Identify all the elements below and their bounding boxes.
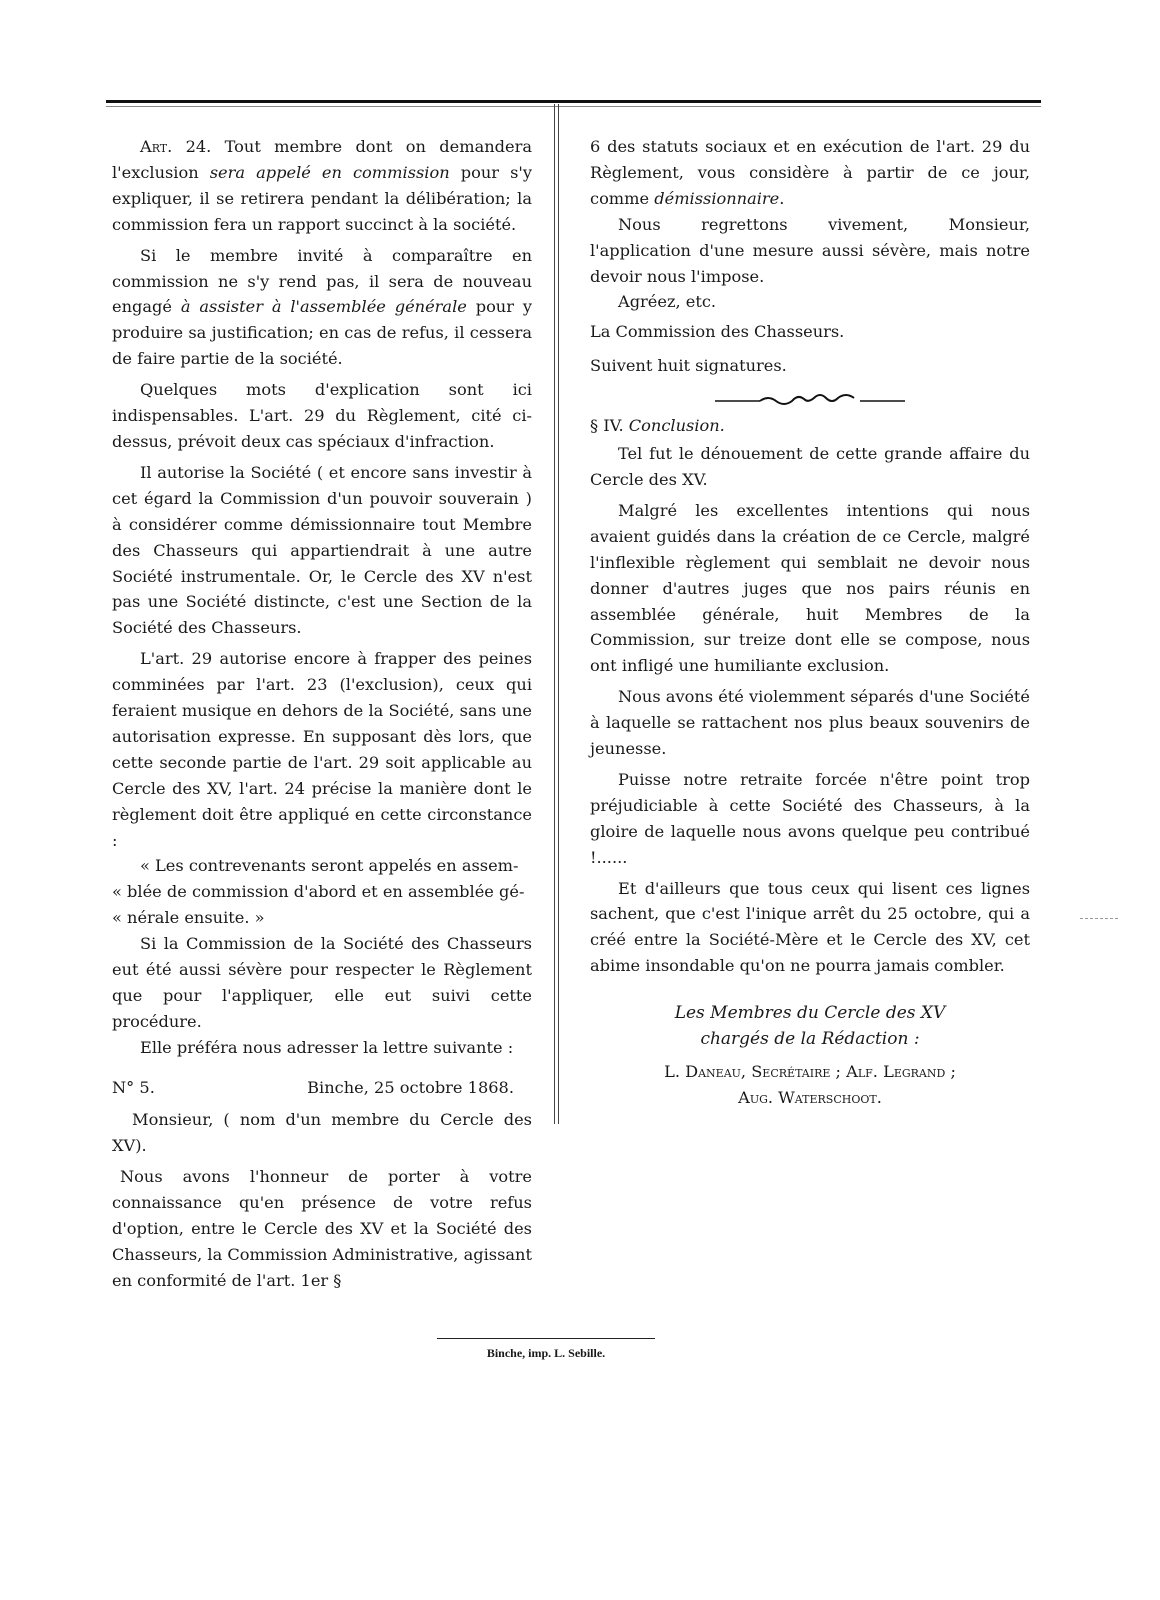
article-24-paragraph-2: Si le membre invité à comparaître en commission ne s'y rend pas, il sera de nouveau engagé à assister à l'assemblée générale pour y produire sa justification; en cas de refus, il cessera de faire partie de la société. (112, 245, 532, 369)
letter-place-date: Binche, 25 octobre 1868. (307, 1077, 514, 1097)
paragraph: Nous avons été violemment séparés d'une Société à laquelle se rattachent nos plus beaux souvenirs de jeunesse. (590, 687, 1030, 759)
letter-signatory: La Commission des Chasseurs. (590, 322, 845, 342)
article-label: Art. (140, 137, 173, 156)
paragraph: Et d'ailleurs que tous ceux qui lisent ces lignes sachent, que c'est l'inique arrêt du 25 octobre, qui a créé entre la Société-Mère et le Cercle des XV, cet abime insondable qu'on ne pourra jamais combler. (590, 878, 1030, 976)
credits-line-1: Les Membres du Cercle des XV (674, 1003, 946, 1024)
article-24: Art. 24. Tout membre dont on demandera l'exclusion sera appelé en commission pour s'y expliquer, il se retirera pendant la délibération; la commission fera un rapport succinct à la société. (112, 137, 532, 234)
quote-line: « Les contrevenants seront appelés en assem- (140, 856, 519, 876)
paragraph: Puisse notre retraite forcée n'être point trop préjudiciable à cette Société des Chasseurs, à la gloire de laquelle nous avons quelque peu contribué !...... (590, 769, 1030, 867)
paragraph: L'art. 29 autorise encore à frapper des peines comminées par l'art. 23 (l'exclusion), ceux qui feraient musique en dehors de la Société, sans une autorisation expresse. En supposant dès lors, que cette seconde partie de l'art. 29 soit applicable au Cercle des XV, l'art. 24 précise la manière dont le règlement doit être appliqué en cette circonstance : (112, 649, 532, 850)
top-thin-rule (106, 106, 1041, 107)
right-column (590, 134, 1030, 1111)
ornament-divider-icon (715, 393, 905, 407)
letter-closing: Agréez, etc. (618, 292, 717, 312)
paragraph: Malgré les excellentes intentions qui nous avaient guidés dans la création de ce Cercle, malgré l'inflexible règlement qui semblait ne devoir nous donner d'autres juges que nos pairs réunis en assemblée générale, huit Membres de la Commission, sur treize dont elle se compose, nous ont infligé une humiliante exclusion. (590, 500, 1030, 676)
paragraph: Elle préféra nous adresser la lettre suivante : (140, 1037, 514, 1057)
credits-names-1: L. Daneau, Secrétaire ; Alf. Legrand ; (664, 1062, 956, 1081)
editorial-credits (590, 1001, 1030, 1111)
credits-line-2: chargés de la Rédaction : (700, 1029, 920, 1050)
section-heading: § IV. Conclusion. (590, 416, 725, 436)
paragraph: Quelques mots d'explication sont ici indispensables. L'art. 29 du Règlement, cité ci-dessus, prévoit deux cas spéciaux d'infraction. (112, 380, 532, 451)
letter-continuation: 6 des statuts sociaux et en exécution de l'art. 29 du Règlement, vous considère à partir de ce jour, comme démissionnaire. (590, 137, 1030, 208)
paragraph: Tel fut le dénouement de cette grande affaire du Cercle des XV. (590, 444, 1030, 489)
scan-mark (1080, 918, 1118, 920)
credits-names-2: Aug. Waterschoot. (738, 1087, 882, 1107)
letter-body: Nous avons l'honneur de porter à votre connaissance qu'en présence de votre refus d'option, entre le Cercle des XV et la Société des Chasseurs, la Commission Administrative, agissant en conformité de l'art. 1er § (112, 1167, 532, 1291)
paragraph: Il autorise la Société ( et encore sans investir à cet égard la Commission d'un pouvoir souverain ) à considérer comme démissionnaire tout Membre des Chasseurs qui appartiendrait à une autre Société instrumentale. Or, le Cercle des XV n'est pas une Société distincte, c'est une Section de la Société des Chasseurs. (112, 462, 532, 638)
letter-regret: Nous regrettons vivement, Monsieur, l'application d'une mesure aussi sévère, mais notre devoir nous l'impose. (590, 214, 1030, 286)
top-double-rule (106, 100, 1041, 103)
letter-salutation: Monsieur, ( nom d'un membre du Cercle des XV). (112, 1109, 532, 1155)
printer-imprint: Binche, imp. L. Sebille. (486, 1346, 606, 1360)
letter-number: N° 5. (112, 1077, 155, 1097)
paragraph: Si la Commission de la Société des Chasseurs eut été aussi sévère pour respecter le Règlement que pour l'appliquer, elle eut suivi cette procédure. (112, 934, 532, 1031)
quote-line: « blée de commission d'abord et en assemblée gé- (112, 882, 525, 902)
quote-line: « nérale ensuite. » (112, 908, 265, 928)
left-column (112, 134, 532, 1294)
column-divider (554, 104, 559, 1124)
signatures-note: Suivent huit signatures. (590, 356, 787, 376)
imprint-rule (437, 1338, 655, 1339)
letter-header (112, 1075, 532, 1101)
